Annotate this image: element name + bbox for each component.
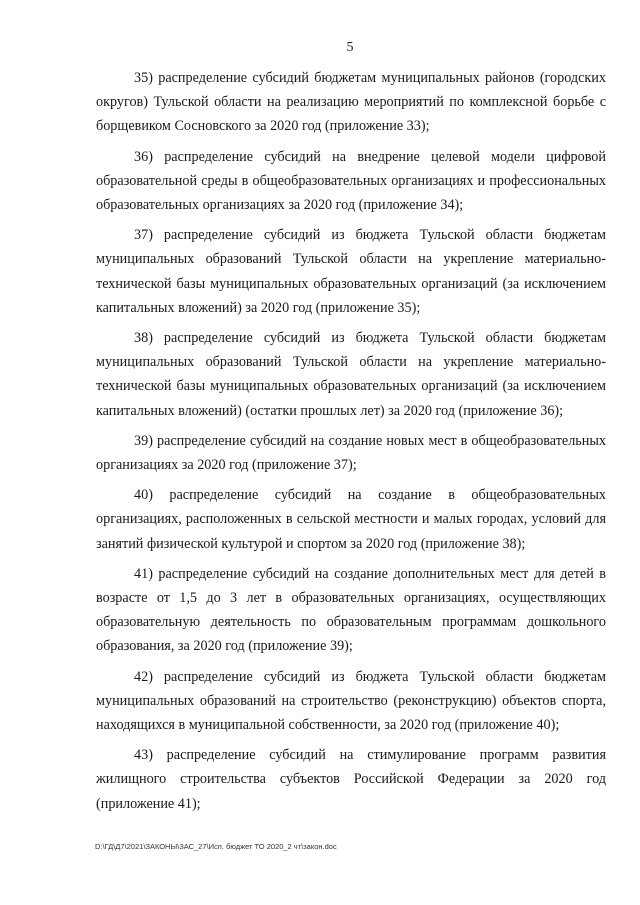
paragraph-item-36: 36) распределение субсидий на внедрение целевой модели цифровой образовательной среды в общеобразовательных организациях и профессиональных образовательных организациях за 2020 год (приложение 34); xyxy=(96,148,606,214)
paragraph-item-43: 43) распределение субсидий на стимулирование программ развития жилищного строительства субъектов Российской Федерации за 2020 год (приложение 41); xyxy=(96,747,606,812)
document-body xyxy=(96,66,606,822)
paragraph-item-42: 42) распределение субсидий из бюджета Тульской области бюджетам муниципальных образований на строительство (реконструкцию) объектов спорта, находящихся в муниципальной собственности, за 2020 год (приложение 40); xyxy=(96,668,606,734)
footer-file-path: D:\ГД\Д7\2021\ЗАКОНЫ\ЗАС_27\Исп. бюджет ТО 2020_2 чт\закон.doc xyxy=(95,842,337,851)
paragraph-item-40: 40) распределение субсидий на создание в общеобразовательных организациях, расположенных в сельской местности и малых городах, условий для занятий физической культурой и спортом за 2020 год (приложение 38); xyxy=(96,487,606,552)
paragraph-item-39: 39) распределение субсидий на создание новых мест в общеобразовательных организациях за 2020 год (приложение 37); xyxy=(96,432,606,474)
paragraph-item-35: 35) распределение субсидий бюджетам муниципальных районов (городских округов) Тульской области на реализацию мероприятий по комплексной борьбе с борщевиком Сосновского за 2020 год (приложение 33); xyxy=(96,70,606,135)
paragraph-item-38: 38) распределение субсидий из бюджета Тульской области бюджетам муниципальных образований Тульской области на укрепление материально-технической базы муниципальных образовательных организаций (за исключением капитальных вложений) (остатки прошлых лет) за 2020 год (приложение 36); xyxy=(96,330,606,419)
paragraph-item-37: 37) распределение субсидий из бюджета Тульской области бюджетам муниципальных образований Тульской области на укрепление материально-технической базы муниципальных образовательных организаций (за исключением капитальных вложений) за 2020 год (приложение 35); xyxy=(96,227,606,316)
page-number: 5 xyxy=(346,40,354,55)
paragraph-item-41: 41) распределение субсидий на создание дополнительных мест для детей в возрасте от 1,5 до 3 лет в образовательных организациях, осуществляющих образовательную деятельность по образовательным программам дошкольного образования, за 2020 год (приложение 39); xyxy=(96,565,606,655)
